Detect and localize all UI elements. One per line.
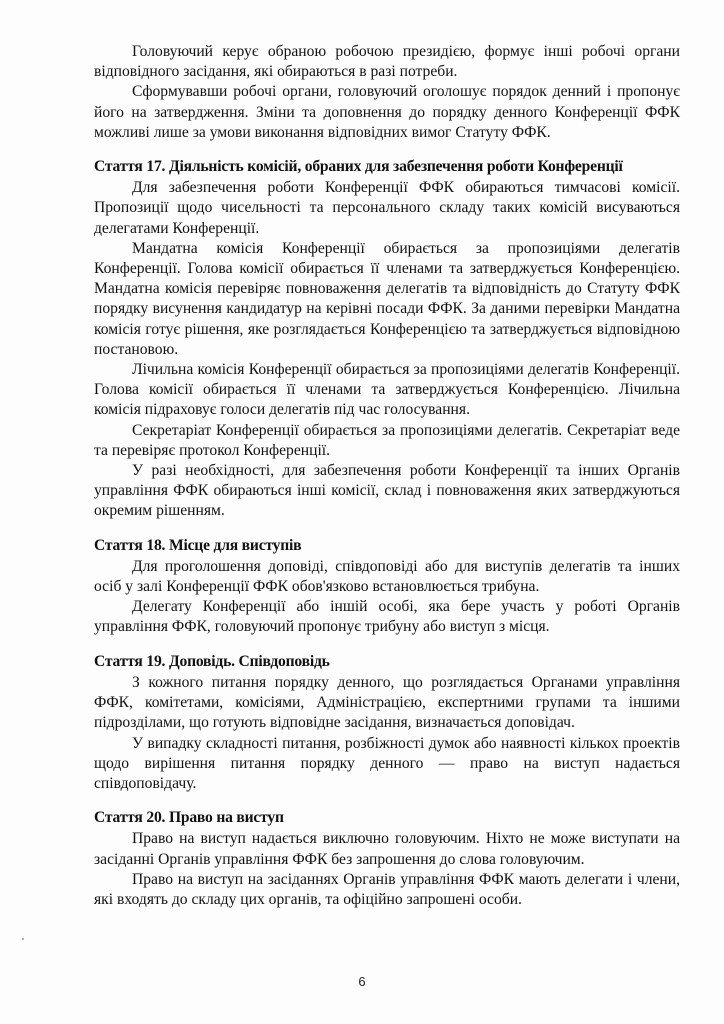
article-19-paragraph: У випадку складності питання, розбіжності думок або наявності кількох проектів щодо вирішення питання порядку денного — право на виступ надається співдоповідачу. [94,734,680,792]
article-20-paragraph: Право на виступ надається виключно головуючим. Ніхто не може виступати на засіданні Органів управління ФФК без запрошення до слова головуючим. [94,830,680,868]
article-18-heading: Стаття 18. Місце для виступів [94,536,302,554]
scan-speck [22,938,24,940]
article-20-heading: Стаття 20. Право на виступ [94,809,284,827]
page-content [94,42,680,910]
article-18-paragraph: Для проголошення доповіді, співдоповіді або для виступів делегатів та інших осіб у залі Конференції ФФК обов'язково встановлюється трибуна. [94,557,680,596]
article-17-paragraph: Секретаріат Конференції обирається за пропозиціями делегатів. Секретаріат веде та перевіряє протокол Конференції. [94,421,680,459]
article-17-paragraph: Для забезпечення роботи Конференції ФФК обираються тимчасові комісії. Пропозиції щодо чисельності та персонального складу таких комісій висуваються делегатами Конференції. [94,179,680,237]
article-18-paragraph: Делегату Конференції або іншій особі, яка бере участь у роботі Органів управління ФФК, головуючий пропонує трибуну або виступ з місця. [94,598,680,636]
article-17-paragraph: Лічильна комісія Конференції обирається за пропозиціями делегатів Конференції. Голова комісії обирається її членами та затверджується Конференцією. Лічильна комісія підраховує голоси делегатів під час голосування. [94,361,680,419]
intro-paragraph: Головуючий керує обраною робочою президією, формує інші робочі органи відповідного засідання, які обираються в разі потреби. [94,43,680,81]
article-17-heading: Стаття 17. Діяльність комісій, обраних для забезпечення роботи Конференції [94,158,623,176]
intro-paragraph: Сформувавши робочі органи, головуючий оголошує порядок денний і пропонує його на затвердження. Зміни та доповнення до порядку денного Конференції ФФК можливі лише за умови виконання відповідних вимог Статуту ФФК. [94,83,680,141]
page-number: 6 [358,974,366,989]
article-20-paragraph: Право на виступ на засіданнях Органів управління ФФК мають делегати і члени, які входять до складу цих органів, та офіційно запрошені особи. [94,870,680,908]
article-17-paragraph: У разі необхідності, для забезпечення роботи Конференції та інших Органів управління ФФК обираються інші комісії, склад і повноваження яких затверджуються окремим рішенням. [94,462,680,520]
article-19-heading: Стаття 19. Доповідь. Співдоповідь [94,652,330,670]
article-17-paragraph: Мандатна комісія Конференції обирається за пропозиціями делегатів Конференції. Голова комісії обирається її членами та затверджується Конференцією. Мандатна комісія перевіряє повноваження делегатів та відповідність до Статуту ФФК порядку висунення кандидатур на керівні посади ФФК. За даними перевірки Мандатна комісія готує рішення, яке розглядається Конференцією та затверджується відповідною постановою. [94,239,680,358]
article-19-paragraph: З кожного питання порядку денного, що розглядається Органами управління ФФК, комітетами, комісіями, Адміністрацією, експертними групами та іншими підрозділами, що готують відповідне засідання, визначається доповідач. [94,673,680,732]
